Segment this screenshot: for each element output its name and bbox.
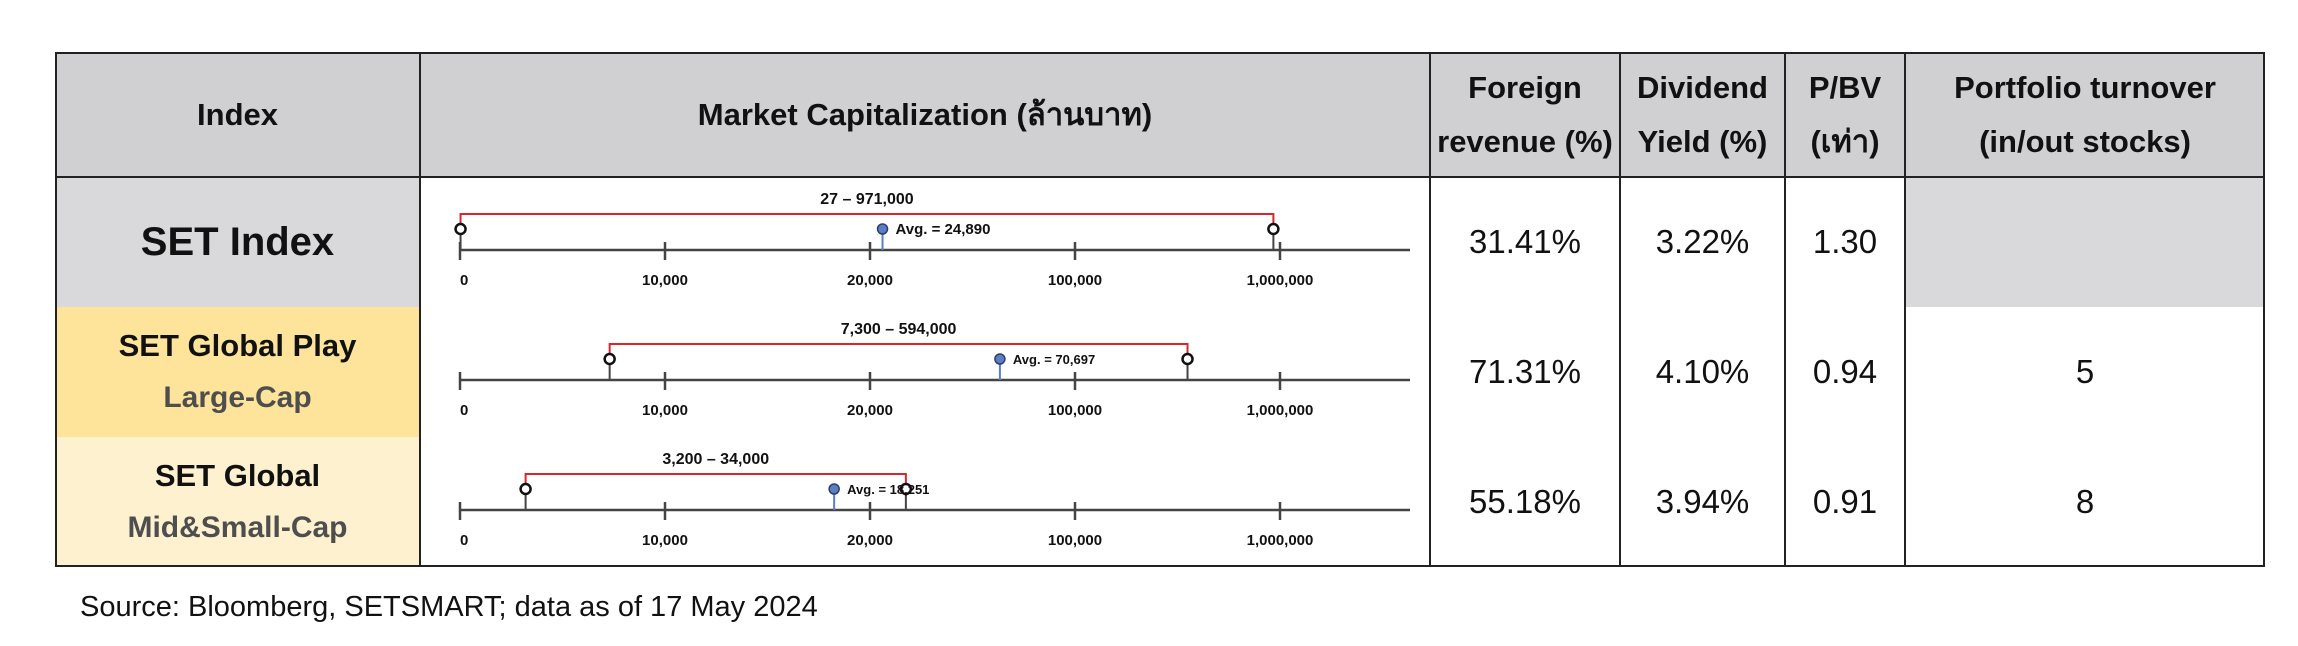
market-cap-table — [55, 52, 2265, 567]
axis-tick-label: 100,000 — [1047, 532, 1103, 549]
range-bracket — [610, 344, 1188, 359]
row-set-index-foreign-revenue: 31.41% — [1469, 223, 1581, 260]
col-divider-2 — [1429, 52, 1431, 567]
axis-tick-label: 20,000 — [847, 532, 893, 549]
header-index: Index — [55, 52, 420, 177]
min-marker — [605, 354, 615, 364]
col-divider-1 — [419, 52, 421, 567]
axis-tick-label: 1,000,000 — [1246, 402, 1314, 419]
range-label: 27 – 971,000 — [820, 191, 914, 208]
min-marker — [521, 484, 531, 494]
axis-tick-label: 100,000 — [1047, 272, 1103, 289]
axis-tick-label: 10,000 — [642, 532, 688, 549]
header-turnover: Portfolio turnover (in/out stocks) — [1905, 52, 2265, 177]
row-large-cap-pbv: 0.94 — [1812, 353, 1878, 390]
table-border-left — [55, 52, 57, 567]
source-note: Source: Bloomberg, SETSMART; data as of 17 May 2024 — [80, 591, 818, 623]
axis-tick-label: 0 — [460, 532, 469, 549]
row-large-cap-turnover: 5 — [2075, 353, 2095, 390]
row-set-index-pbv: 1.30 — [1812, 223, 1878, 260]
range-bracket — [461, 214, 1274, 229]
avg-label: Avg. = 24,890 — [895, 221, 991, 238]
row-mid-small-cap-foreign-revenue: 55.18% — [1469, 483, 1581, 520]
table-border-bottom — [55, 565, 2265, 567]
axis-tick-label: 20,000 — [847, 402, 893, 419]
row-set-index-name: SET Index — [55, 177, 420, 307]
axis-tick-label: 0 — [460, 272, 469, 289]
header-market-cap: Market Capitalization (ล้านบาท) — [420, 52, 1430, 177]
row-set-index-dividend-yield: 3.22% — [1655, 223, 1750, 260]
range-label: 3,200 – 34,000 — [662, 451, 770, 468]
axis-tick-label: 10,000 — [642, 272, 688, 289]
col-divider-5 — [1904, 52, 1906, 567]
market-cap-range-chart — [420, 177, 1430, 567]
axis-tick-label: 0 — [460, 402, 469, 419]
min-marker — [456, 224, 466, 234]
table-border-right — [2263, 52, 2265, 567]
header-foreign-revenue: Foreign revenue (%) — [1430, 52, 1620, 177]
avg-marker — [995, 354, 1005, 364]
col-divider-4 — [1784, 52, 1786, 567]
axis-tick-label: 1,000,000 — [1246, 272, 1314, 289]
axis-tick-label: 10,000 — [642, 402, 688, 419]
avg-label: Avg. = 18,251 — [847, 482, 930, 497]
axis-tick-label: 20,000 — [847, 272, 893, 289]
table-border-top — [55, 52, 2265, 54]
row-large-cap-foreign-revenue: 71.31% — [1469, 353, 1581, 390]
row-large-cap-name: SET Global Play Large-Cap — [55, 307, 420, 437]
row-mid-small-cap-pbv: 0.91 — [1812, 483, 1878, 520]
row-mid-small-cap-name: SET Global Mid&Small-Cap — [55, 437, 420, 567]
header-dividend-yield: Dividend Yield (%) — [1620, 52, 1785, 177]
header-pbv: P/BV (เท่า) — [1785, 52, 1905, 177]
avg-label: Avg. = 70,697 — [1012, 352, 1096, 367]
range-label: 7,300 – 594,000 — [840, 321, 957, 338]
avg-marker — [829, 484, 839, 494]
axis-tick-label: 100,000 — [1047, 402, 1103, 419]
row-set-index-turnover — [1905, 177, 2265, 307]
axis-tick-label: 1,000,000 — [1246, 532, 1314, 549]
row-large-cap-dividend-yield: 4.10% — [1655, 353, 1750, 390]
row-mid-small-cap-dividend-yield: 3.94% — [1655, 483, 1750, 520]
max-marker — [1183, 354, 1193, 364]
header-divider — [55, 176, 2265, 178]
col-divider-3 — [1619, 52, 1621, 567]
row-mid-small-cap-turnover: 8 — [2075, 483, 2095, 520]
max-marker — [1268, 224, 1278, 234]
avg-marker — [878, 224, 888, 234]
